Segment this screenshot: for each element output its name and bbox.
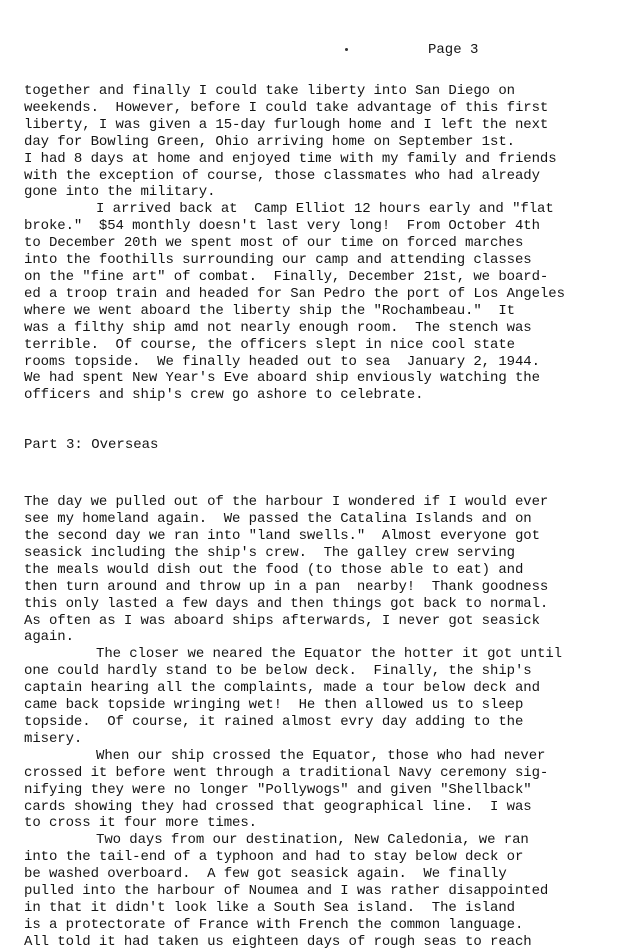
text-line: I had 8 days at home and enjoyed time with my family and friends <box>24 150 557 167</box>
text-line: to cross it four more times. <box>24 815 257 832</box>
text-line: The day we pulled out of the harbour I wondered if I would ever <box>24 494 549 511</box>
text-line: nifying they were no longer "Pollywogs" and given "Shellback" <box>24 781 532 798</box>
paragraph-4 <box>24 646 639 747</box>
section-heading: Part 3: Overseas <box>24 437 159 454</box>
spacer <box>24 454 639 494</box>
text-line: is a protectorate of France with French the common language. <box>24 916 524 933</box>
text-line: terrible. Of course, the officers slept in nice cool state <box>24 336 515 353</box>
paragraph-1 <box>24 83 639 201</box>
text-line: be washed overboard. A few got seasick again. We finally <box>24 866 507 883</box>
text-line: broke." $54 monthly doesn't last very long! From October 4th <box>24 218 540 235</box>
text-line: All told it had taken us eighteen days of rough seas to reach <box>24 933 532 950</box>
text-line: When our ship crossed the Equator, those who had never <box>96 747 546 764</box>
stray-mark <box>345 48 348 51</box>
text-line: Two days from our destination, New Caledonia, we ran <box>96 832 529 849</box>
text-line: liberty, I was given a 15-day furlough home and I left the next <box>24 116 549 133</box>
text-line: see my homeland again. We passed the Catalina Islands and on <box>24 511 532 528</box>
text-line: again. <box>24 629 74 646</box>
text-line: officers and ship's crew go ashore to celebrate. <box>24 387 424 404</box>
text-line: We had spent New Year's Eve aboard ship enviously watching the <box>24 370 540 387</box>
text-line: in that it didn't look like a South Sea island. The island <box>24 899 515 916</box>
text-line: to December 20th we spent most of our time on forced marches <box>24 235 524 252</box>
text-line: the meals would dish out the food (to those able to eat) and <box>24 561 524 578</box>
paragraph-5 <box>24 748 639 833</box>
text-line: As often as I was aboard ships afterwards, I never got seasick <box>24 612 540 629</box>
text-line: topside. Of course, it rained almost evry day adding to the <box>24 714 524 730</box>
text-line: gone into the military. <box>24 184 216 201</box>
text-line: weekends. However, before I could take advantage of this first <box>24 99 549 116</box>
text-line: ed a troop train and headed for San Pedro the port of Los Angeles <box>24 285 565 302</box>
text-line: with the exception of course, those classmates who had already <box>24 167 540 184</box>
text-line: day for Bowling Green, Ohio arriving home on September 1st. <box>24 133 515 150</box>
text-line: The closer we neared the Equator the hotter it got until <box>96 646 562 663</box>
text-line: rooms topside. We finally headed out to sea January 2, 1944. <box>24 353 540 370</box>
text-line: one could hardly stand to be below deck. Finally, the ship's <box>24 663 532 680</box>
text-line: I arrived back at Camp Elliot 12 hours early and "flat <box>96 201 554 218</box>
text-line: this only lasted a few days and then things got back to normal. <box>24 595 549 612</box>
text-line: into the tail-end of a typhoon and had to stay below deck or <box>24 849 524 866</box>
text-line: was a filthy ship amd not nearly enough room. The stench was <box>24 319 532 336</box>
text-line: together and finally I could take liberty into San Diego on <box>24 83 515 99</box>
paragraph-2 <box>24 201 639 404</box>
text-line: into the foothills surrounding our camp and attending classes <box>24 252 532 269</box>
text-line: captain hearing all the complaints, made a tour below deck and <box>24 680 540 697</box>
paragraph-3 <box>24 494 639 646</box>
text-line: the second day we ran into "land swells." Almost everyone got <box>24 528 540 545</box>
document-body <box>24 83 639 951</box>
text-line: then turn around and throw up in a pan nearby! Thank goodness <box>24 578 549 595</box>
paragraph-6 <box>24 832 639 950</box>
text-line: seasick including the ship's crew. The galley crew serving <box>24 544 515 561</box>
text-line: pulled into the harbour of Noumea and I was rather disappointed <box>24 883 549 900</box>
text-line: crossed it before went through a traditional Navy ceremony sig- <box>24 764 549 781</box>
text-line: cards showing they had crossed that geographical line. I was <box>24 798 532 815</box>
text-line: where we went aboard the liberty ship the "Rochambeau." It <box>24 302 515 319</box>
text-line: misery. <box>24 730 83 747</box>
text-line: came back topside wringing wet! He then allowed us to sleep <box>24 697 524 714</box>
spacer <box>24 404 639 437</box>
text-line: on the "fine art" of combat. Finally, December 21st, we board- <box>24 268 549 285</box>
page-number: Page 3 <box>428 42 479 58</box>
